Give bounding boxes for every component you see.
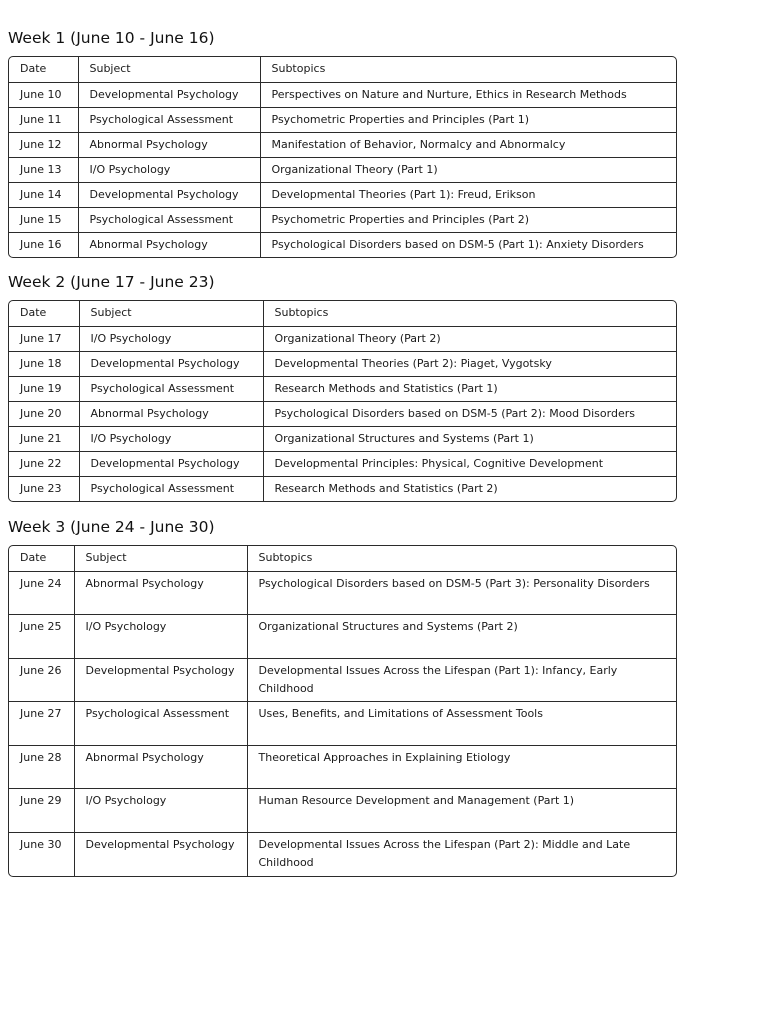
schedule-table <box>9 57 676 257</box>
subtopics-cell: Research Methods and Statistics (Part 2) <box>274 481 498 495</box>
date-cell: June 26 <box>9 658 74 702</box>
date-cell: June 15 <box>9 207 78 232</box>
subject-cell: Psychological Assessment <box>78 207 260 232</box>
table-row <box>9 132 676 157</box>
subtopics-cell: Psychological Disorders based on DSM-5 (Part 3): Personality Disorders <box>247 571 676 615</box>
table-row <box>9 326 676 351</box>
date-cell: June 21 <box>9 426 79 451</box>
subject-cell: I/O Psychology <box>78 157 260 182</box>
schedule-table <box>9 301 676 501</box>
subtopics-cell: Theoretical Approaches in Explaining Etiology <box>247 745 676 789</box>
subtopics-header: Subtopics <box>260 57 676 82</box>
table-row <box>9 451 676 476</box>
table-row <box>9 789 676 833</box>
week-2-table <box>8 300 677 502</box>
date-cell: June 12 <box>9 132 78 157</box>
date-cell: June 28 <box>9 745 74 789</box>
subject-cell: Developmental Psychology <box>78 182 260 207</box>
date-cell: June 25 <box>9 615 74 659</box>
date-cell: June 20 <box>9 401 79 426</box>
subtopics-cell: Developmental Theories (Part 2): Piaget, Vygotsky <box>263 351 676 376</box>
subtopics-header: Subtopics <box>263 301 676 326</box>
subtopics-cell: Uses, Benefits, and Limitations of Assessment Tools <box>247 702 676 746</box>
date-cell: June 16 <box>9 232 78 257</box>
subject-header: Subject <box>74 546 247 571</box>
subject-cell: Abnormal Psychology <box>78 232 260 257</box>
week-1-title: Week 1 (June 10 - June 16) <box>8 29 215 47</box>
subject-cell: I/O Psychology <box>74 789 247 833</box>
table-row <box>9 207 676 232</box>
subject-cell: Abnormal Psychology <box>74 571 247 615</box>
date-header: Date <box>9 301 79 326</box>
subtopics-cell: Psychometric Properties and Principles (Part 2) <box>260 207 676 232</box>
date-cell: June 19 <box>9 376 79 401</box>
date-cell: June 27 <box>9 702 74 746</box>
subtopics-cell: Psychological Disorders based on DSM-5 (Part 2): Mood Disorders <box>263 401 676 426</box>
subject-cell: Developmental Psychology <box>79 351 263 376</box>
table-row <box>9 232 676 257</box>
table-row <box>9 476 676 501</box>
subtopics-cell: Human Resource Development and Management (Part 1) <box>247 789 676 833</box>
subject-cell: Developmental Psychology <box>74 832 247 876</box>
subject-cell: Psychological Assessment <box>78 107 260 132</box>
subtopics-cell: Organizational Structures and Systems (Part 2) <box>247 615 676 659</box>
week-2-title: Week 2 (June 17 - June 23) <box>8 273 215 291</box>
subtopics-cell: Organizational Theory (Part 1) <box>260 157 676 182</box>
subject-cell: Developmental Psychology <box>78 82 260 107</box>
date-cell: June 17 <box>9 326 79 351</box>
subtopics-cell: Organizational Theory (Part 2) <box>263 326 676 351</box>
subtopics-cell: Psychometric Properties and Principles (Part 1) <box>260 107 676 132</box>
subject-cell: Psychological Assessment <box>79 476 263 501</box>
date-header: Date <box>9 57 78 82</box>
table-row <box>9 426 676 451</box>
table-row <box>9 82 676 107</box>
table-row <box>9 745 676 789</box>
subject-cell: I/O Psychology <box>79 326 263 351</box>
subject-cell: Abnormal Psychology <box>74 745 247 789</box>
subtopics-cell: Developmental Principles: Physical, Cognitive Development <box>263 451 676 476</box>
table-row <box>9 615 676 659</box>
table-header-row <box>9 57 676 82</box>
subject-cell: Psychological Assessment <box>74 702 247 746</box>
table-row <box>9 107 676 132</box>
date-cell: June 11 <box>9 107 78 132</box>
table-row <box>9 571 676 615</box>
week-3-title: Week 3 (June 24 - June 30) <box>8 518 215 536</box>
date-cell: June 10 <box>9 82 78 107</box>
schedule-table <box>9 546 676 876</box>
subject-cell: I/O Psychology <box>79 426 263 451</box>
date-cell: June 13 <box>9 157 78 182</box>
date-cell: June 18 <box>9 351 79 376</box>
date-cell: June 14 <box>9 182 78 207</box>
subject-cell: Abnormal Psychology <box>78 132 260 157</box>
date-cell: June 30 <box>9 832 74 876</box>
table-row <box>9 658 676 702</box>
subject-cell: Psychological Assessment <box>79 376 263 401</box>
table-header-row <box>9 301 676 326</box>
table-row <box>9 351 676 376</box>
table-row <box>9 832 676 876</box>
subtopics-cell: Research Methods and Statistics (Part 1) <box>263 376 676 401</box>
subtopics-cell: Perspectives on Nature and Nurture, Ethics in Research Methods <box>260 82 676 107</box>
subject-header: Subject <box>79 301 263 326</box>
table-header-row <box>9 546 676 571</box>
subtopics-cell: Organizational Structures and Systems (Part 1) <box>263 426 676 451</box>
subject-header: Subject <box>78 57 260 82</box>
date-cell: June 24 <box>9 571 74 615</box>
subject-cell: Developmental Psychology <box>79 451 263 476</box>
table-row <box>9 182 676 207</box>
table-row <box>9 702 676 746</box>
table-row <box>9 401 676 426</box>
subtopics-cell: Developmental Theories (Part 1): Freud, Erikson <box>260 182 676 207</box>
table-row <box>9 376 676 401</box>
subject-cell: Abnormal Psychology <box>79 401 263 426</box>
week-3-table <box>8 545 677 877</box>
subtopics-cell: Psychological Disorders based on DSM-5 (Part 1): Anxiety Disorders <box>271 237 644 251</box>
subtopics-cell: Developmental Issues Across the Lifespan (Part 2): Middle and Late Childhood <box>258 837 631 869</box>
date-cell: June 29 <box>9 789 74 833</box>
table-row <box>9 157 676 182</box>
subtopics-header: Subtopics <box>247 546 676 571</box>
date-cell: June 23 <box>9 476 79 501</box>
subtopics-cell: Manifestation of Behavior, Normalcy and Abnormalcy <box>260 132 676 157</box>
date-cell: June 22 <box>9 451 79 476</box>
subject-cell: I/O Psychology <box>74 615 247 659</box>
week-1-table <box>8 56 677 258</box>
date-header: Date <box>9 546 74 571</box>
subtopics-cell: Developmental Issues Across the Lifespan (Part 1): Infancy, Early Childhood <box>247 658 676 702</box>
subject-cell: Developmental Psychology <box>74 658 247 702</box>
